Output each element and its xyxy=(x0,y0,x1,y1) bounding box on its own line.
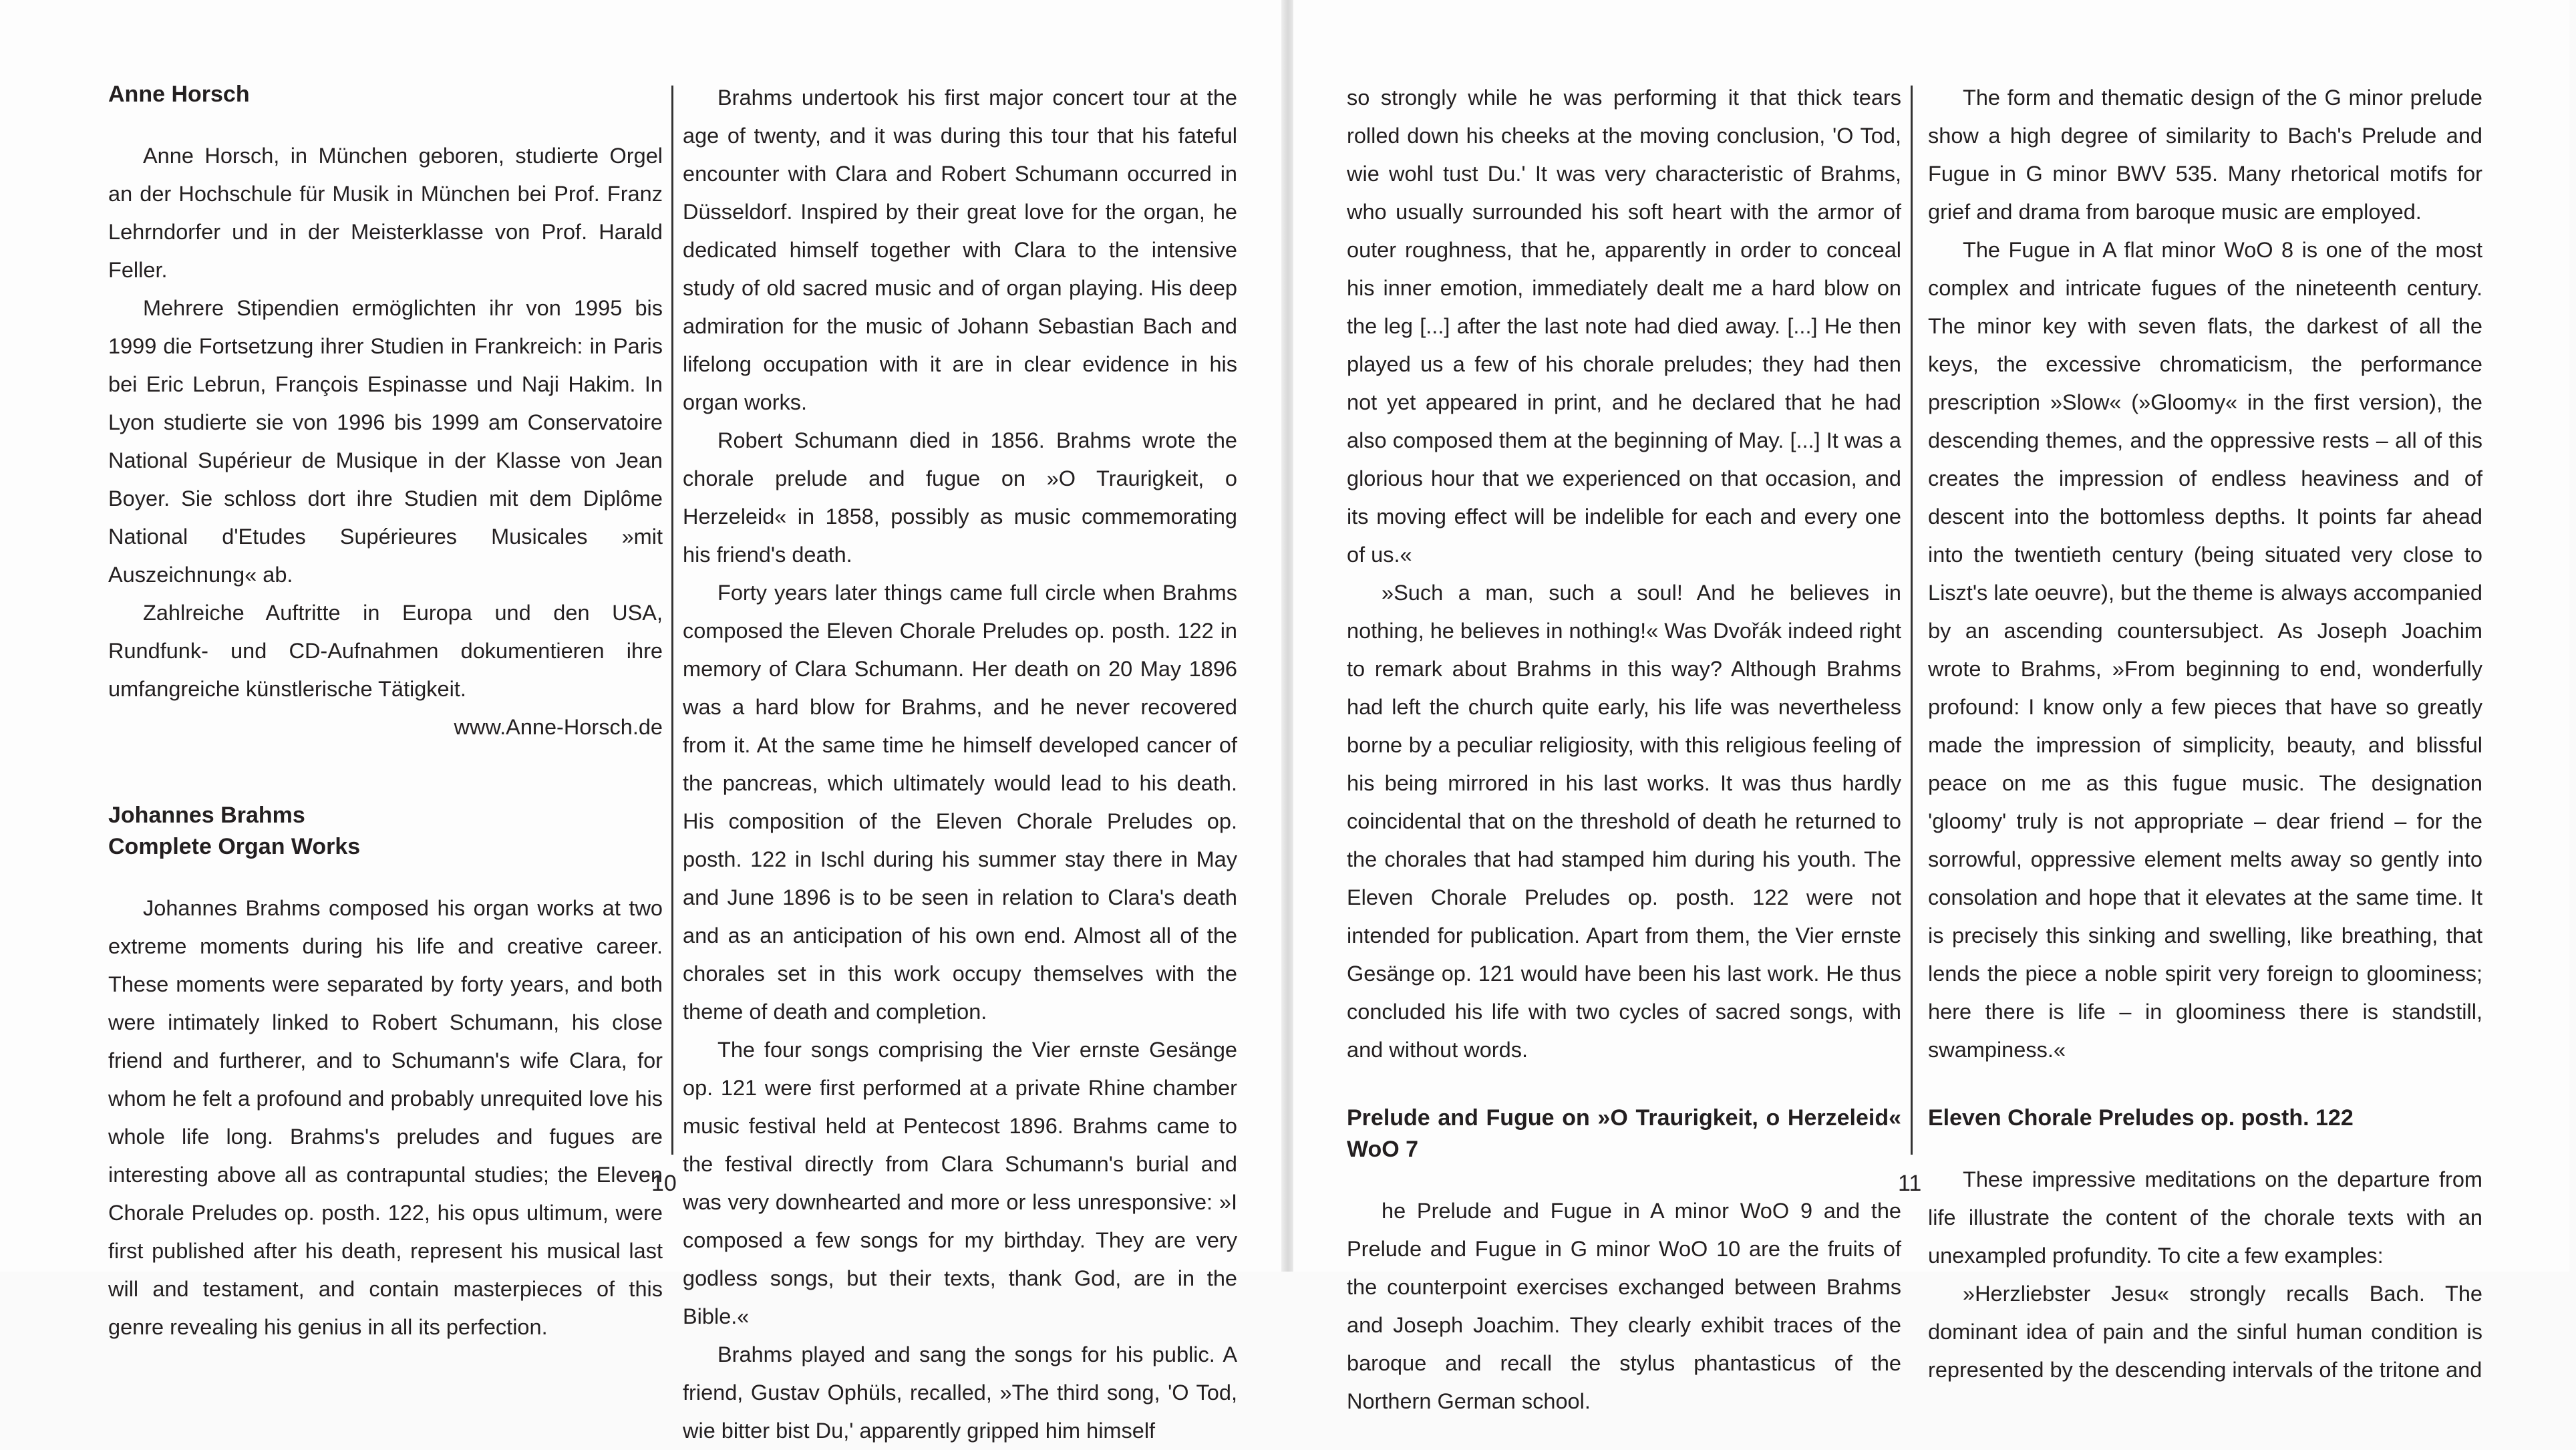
website-link[interactable]: www.Anne-Horsch.de xyxy=(454,715,663,739)
paragraph: Zahlreiche Auftritte in Europa und den USA, Rundfunk- und CD-Aufnahmen dokumentieren ihre umfangreiche künstlerische Tätigkeit. xyxy=(108,601,663,701)
page-number: 10 xyxy=(651,1171,677,1196)
paragraph: Robert Schumann died in 1856. Brahms wrote the chorale prelude and fugue on »O Traurigkeit, o Herzeleid« in 1858, possibly as music commemorating his friend's death. xyxy=(683,428,1237,567)
heading-brahms: Johannes Brahms xyxy=(108,803,305,828)
column-1 xyxy=(108,79,663,1346)
paragraph: »Such a man, such a soul! And he believes in nothing, he believes in nothing!« Was Dvořák indeed right to remark about Brahms in this way? Although Brahms had left the church quite early, his life was nevertheless borne by a peculiar religiosity, with this religious feeling of his being mirrored in his last works. It was thus hardly coincidental that on the threshold of death he returned to the chorales that had stamped him during his youth. The Eleven Chorale Preludes op. posth. 122 were not intended for publication. Apart from them, the Vier ernste Gesänge op. 121 would have been his last work. He thus concluded his life with two cycles of sacred songs, with and without words. xyxy=(1347,581,1901,1062)
paragraph: »Herzliebster Jesu« strongly recalls Bach. The dominant idea of pain and the sinful human condition is represented by the descending intervals of the tritone and xyxy=(1928,1282,2482,1382)
paragraph: These impressive meditations on the departure from life illustrate the content of the chorale texts with an unexampled profundity. To cite a few examples: xyxy=(1928,1167,2482,1268)
column-3 xyxy=(1347,79,1901,1421)
heading-anne-horsch: Anne Horsch xyxy=(108,82,250,107)
heading-prelude-fugue: Prelude and Fugue on »O Traurigkeit, o Herzeleid« WoO 7 xyxy=(1347,1105,1901,1162)
paragraph: Brahms undertook his first major concert tour at the age of twenty, and it was during this tour that his fateful encounter with Clara and Robert Schumann occurred in Düsseldorf. Inspired by their great love for the organ, he dedicated himself together with Clara to the intensive study of old sacred music and of organ playing. His deep admiration for the music of Johann Sebastian Bach and lifelong occupation with it are in clear evidence in his organ works. xyxy=(683,86,1237,414)
page-number: 11 xyxy=(1898,1171,1922,1196)
paragraph: The Fugue in A flat minor WoO 8 is one of the most complex and intricate fugues of the nineteenth century. The minor key with seven flats, the darkest of all the keys, the excessive chromaticism, the performance prescription »Slow« (»Gloomy« in the first version), the descending themes, and the oppressive rests – all of this creates the impression of endless heaviness and of descent into the bottomless depths. It points far ahead into the twentieth century (being situated very close to Liszt's late oeuvre), but the theme is always accompanied by an ascending countersubject. As Joseph Joachim wrote to Brahms, »From beginning to end, wonderfully profound: I know only a few pieces that have so greatly made the impression of simplicity, beauty, and blissful peace on me as this fugue music. The designation 'gloomy' truly is not appropriate – dear friend – for the sorrowful, oppressive element melts away so gently into consolation and hope that it elevates at the same time. It is precisely this sinking and swelling, like breathing, that lends the piece a noble spirit very foreign to gloominess; here there is life – in gloominess there is standstill, swampiness.« xyxy=(1928,238,2482,1062)
spine xyxy=(1281,0,1295,1272)
page-10 xyxy=(0,0,1283,1443)
heading-chorale-preludes: Eleven Chorale Preludes op. posth. 122 xyxy=(1928,1105,2354,1131)
column-4 xyxy=(1928,79,2482,1389)
paragraph: The form and thematic design of the G minor prelude show a high degree of similarity to Bach's Prelude and Fugue in G minor BWV 535. Many rhetorical motifs for grief and drama from baroque music are employed. xyxy=(1928,86,2482,224)
paragraph: Brahms played and sang the songs for his public. A friend, Gustav Ophüls, recalled, »The third song, 'O Tod, wie bitter bist Du,' apparently gripped him himself xyxy=(683,1342,1237,1443)
column-divider xyxy=(671,86,673,1155)
paragraph: Mehrere Stipendien ermöglichten ihr von 1995 bis 1999 die Fortsetzung ihrer Studien in Frankreich: in Paris bei Eric Lebrun, François Espinasse und Naji Hakim. In Lyon studierte sie von 1996 bis 1999 am Conservatoire National Supérieur de Musique in der Klasse von Jean Boyer. Sie schloss dort ihre Studien mit dem Diplôme National d'Etudes Supérieures Musicales »mit Auszeichnung« ab. xyxy=(108,296,663,587)
paragraph: Forty years later things came full circle when Brahms composed the Eleven Chorale Preludes op. posth. 122 in memory of Clara Schumann. Her death on 20 May 1896 was a hard blow for Brahms, and he never recovered from it. At the same time he himself developed cancer of the pancreas, which ultimately would lead to his death. His composition of the Eleven Chorale Preludes op. posth. 122 in Ischl during his summer stay there in May and June 1896 is to be seen in relation to Clara's death and as an anticipation of his own end. Almost all of the chorales set in this work occupy themselves with the theme of death and completion. xyxy=(683,581,1237,1024)
column-2 xyxy=(683,79,1237,1450)
paragraph: so strongly while he was performing it that thick tears rolled down his cheeks at the moving conclusion, 'O Tod, wie wohl tust Du.' It was very characteristic of Brahms, who usually surrounded his soft heart with the armor of outer roughness, that he, apparently in order to conceal his inner emotion, immediately dealt me a hard blow on the leg [...] after the last note had died away. [...] He then played us a few of his chorale preludes; they had then not yet appeared in print, and he declared that he had also composed them at the beginning of May. [...] It was a glorious hour that we experienced on that occasion, and its moving effect will be indelible for each and every one of us.« xyxy=(1347,86,1901,567)
paragraph: The four songs comprising the Vier ernste Gesänge op. 121 were first performed at a private Rhine chamber music festival held at Pentecost 1896. Brahms came to the festival directly from Clara Schumann's burial and was very downhearted and more or less unresponsive: »I composed a few songs for my birthday. They are very godless songs, but their texts, thank God, are in the Bible.« xyxy=(683,1038,1237,1328)
page-11 xyxy=(1293,0,2569,1413)
paragraph: Anne Horsch, in München geboren, studierte Orgel an der Hochschule für Musik in München bei Prof. Franz Lehrndorfer und in der Meisterklasse von Prof. Harald Feller. xyxy=(108,144,663,282)
paragraph: he Prelude and Fugue in A minor WoO 9 and the Prelude and Fugue in G minor WoO 10 are the fruits of the counterpoint exercises exchanged between Brahms and Joseph Joachim. They clearly exhibit traces of the baroque and recall the stylus phantasticus of the Northern German school. xyxy=(1347,1199,1901,1413)
heading-complete-organ-works: Complete Organ Works xyxy=(108,834,361,859)
column-divider xyxy=(1911,86,1913,1155)
paragraph: Johannes Brahms composed his organ works at two extreme moments during his life and creative career. These moments were separated by forty years, and both were intimately linked to Robert Schumann, his close friend and furtherer, and to Schumann's wife Clara, for whom he felt a profound and probably unrequited love his whole life long. Brahms's preludes and fugues are interesting above all as contrapuntal studies; the Eleven Chorale Preludes op. posth. 122, his opus ultimum, were first published after his death, represent his musical last will and testament, and contain masterpieces of this genre revealing his genius in all its perfection. xyxy=(108,896,663,1339)
